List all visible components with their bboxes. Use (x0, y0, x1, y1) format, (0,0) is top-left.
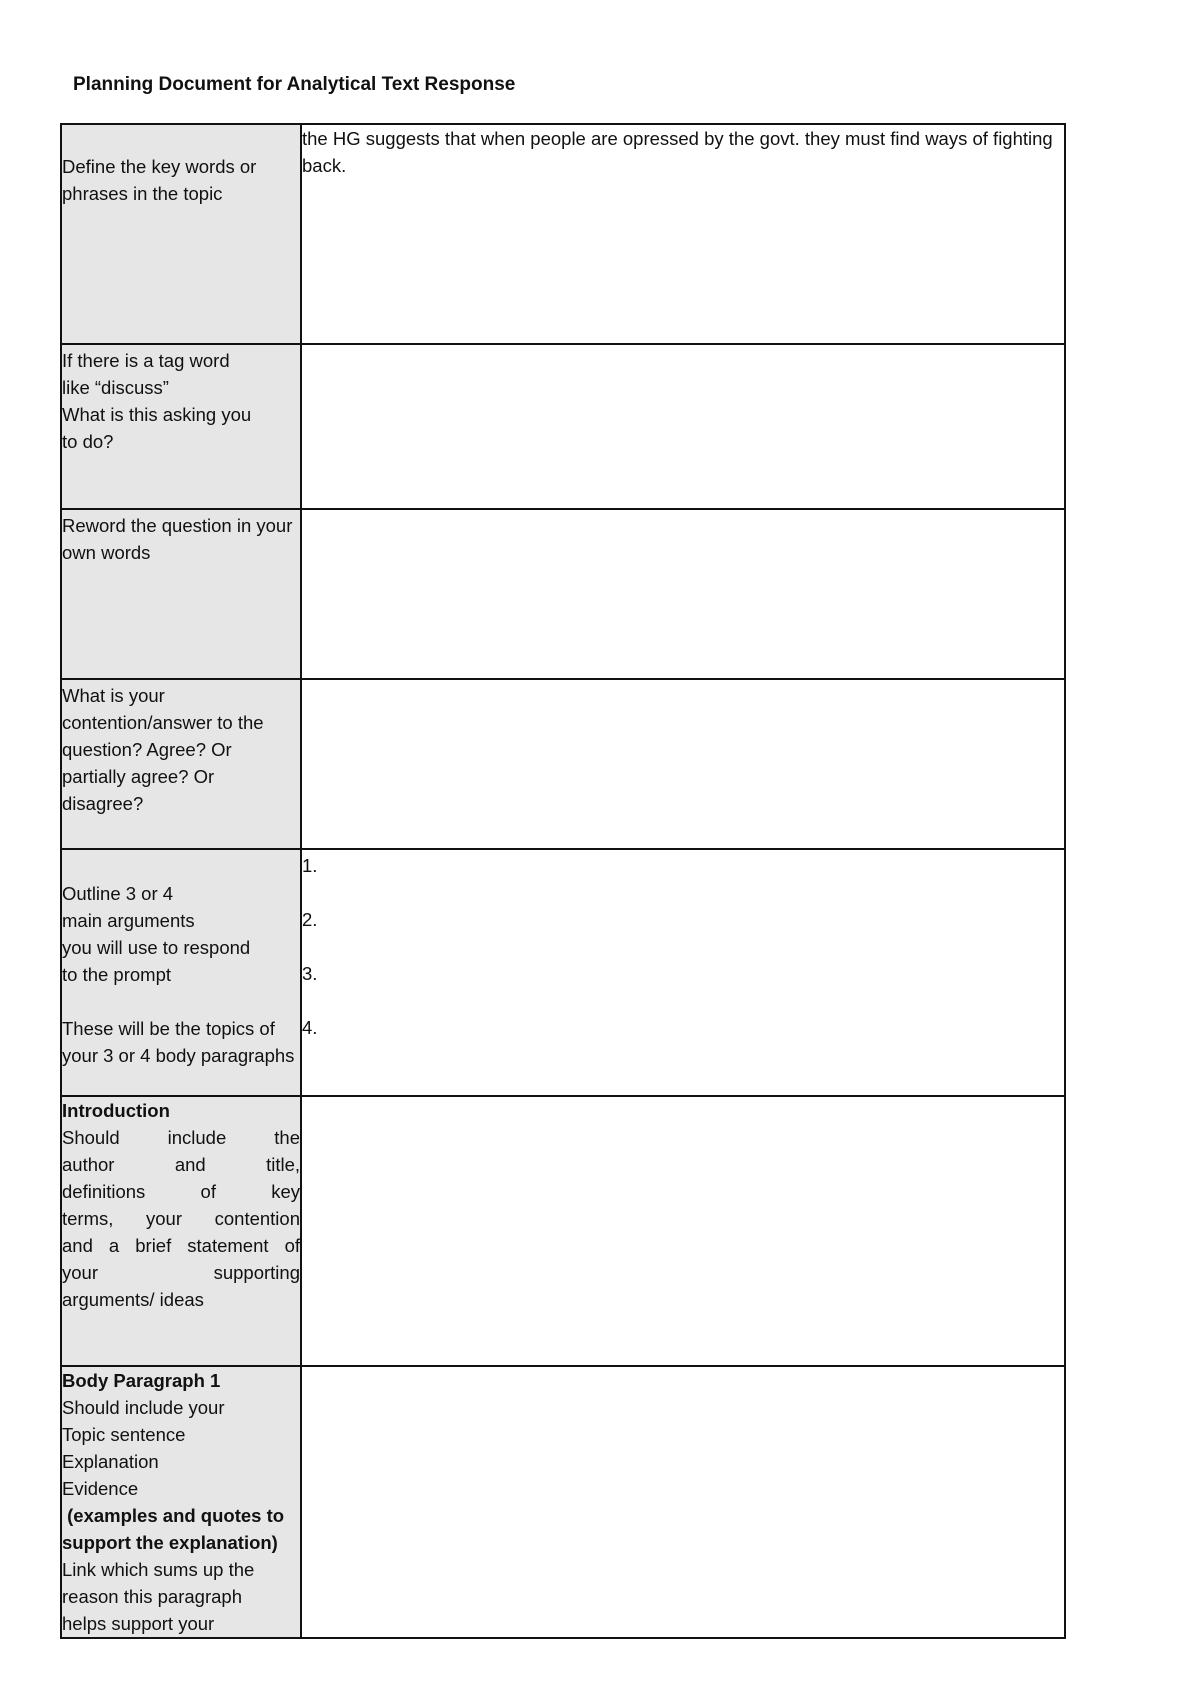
body-paragraph-1-bold-line: (examples and quotes to (62, 1505, 285, 1526)
label-body-paragraph-1 (61, 1366, 301, 1638)
label-introduction (61, 1096, 301, 1366)
label-key-words-text: Define the key words or phrases in the topic (62, 156, 257, 204)
introduction-line: your supporting (62, 1262, 300, 1283)
label-arguments-line: main arguments (62, 910, 195, 931)
row-key-words (61, 124, 1065, 344)
label-reword (61, 509, 301, 679)
label-contention-text: What is your contention/answer to the question? Agree? Or partially agree? Or disagree? (62, 685, 264, 814)
introduction-line: and a brief statement of (62, 1235, 300, 1256)
argument-number-4: 4. (302, 1017, 318, 1038)
label-arguments-line: you will use to respond (62, 937, 251, 958)
answer-contention[interactable] (301, 679, 1065, 849)
row-reword (61, 509, 1065, 679)
body-paragraph-1-line: Topic sentence (62, 1424, 186, 1445)
label-tag-word (61, 344, 301, 509)
answer-arguments[interactable] (301, 849, 1065, 1096)
label-arguments (61, 849, 301, 1096)
row-contention (61, 679, 1065, 849)
argument-number-2: 2. (302, 909, 318, 930)
body-paragraph-1-heading: Body Paragraph 1 (62, 1370, 221, 1391)
label-arguments-line: Outline 3 or 4 (62, 883, 174, 904)
row-body-paragraph-1 (61, 1366, 1065, 1638)
body-paragraph-1-line: Evidence (62, 1478, 139, 1499)
row-introduction (61, 1096, 1065, 1366)
label-arguments-line: to the prompt (62, 964, 172, 985)
row-tag-word (61, 344, 1065, 509)
answer-reword[interactable] (301, 509, 1065, 679)
answer-tag-word[interactable] (301, 344, 1065, 509)
answer-introduction[interactable] (301, 1096, 1065, 1366)
argument-number-1: 1. (302, 855, 318, 876)
label-tag-word-line: to do? (62, 431, 114, 452)
introduction-line: terms, your contention (62, 1208, 300, 1229)
label-tag-word-line: like “discuss” (62, 377, 169, 398)
answer-key-words[interactable] (301, 124, 1065, 344)
body-paragraph-1-line: Explanation (62, 1451, 159, 1472)
body-paragraph-1-bold-line: support the explanation) (62, 1532, 278, 1553)
label-tag-word-line: If there is a tag word (62, 350, 230, 371)
answer-body-paragraph-1[interactable] (301, 1366, 1065, 1638)
introduction-line: author and title, (62, 1154, 300, 1175)
row-arguments (61, 849, 1065, 1096)
body-paragraph-1-line: Should include your (62, 1397, 225, 1418)
label-tag-word-line: What is this asking you (62, 404, 252, 425)
label-contention (61, 679, 301, 849)
body-paragraph-1-line: reason this paragraph (62, 1586, 242, 1607)
introduction-heading: Introduction (62, 1100, 170, 1121)
body-paragraph-1-line: Link which sums up the (62, 1559, 255, 1580)
introduction-line: Should include the (62, 1127, 300, 1148)
introduction-line: definitions of key (62, 1181, 300, 1202)
planning-table (60, 123, 1066, 1639)
answer-key-words-text: the HG suggests that when people are opressed by the govt. they must find ways of fighting back. (302, 128, 1053, 176)
argument-number-3: 3. (302, 963, 318, 984)
body-paragraph-1-line: helps support your (62, 1613, 215, 1634)
label-reword-text: Reword the question in your own words (62, 515, 293, 563)
page-title: Planning Document for Analytical Text Response (73, 74, 516, 95)
introduction-last-line: arguments/ ideas (62, 1289, 204, 1310)
label-key-words (61, 124, 301, 344)
label-arguments-note: These will be the topics of your 3 or 4 body paragraphs (62, 1018, 295, 1066)
